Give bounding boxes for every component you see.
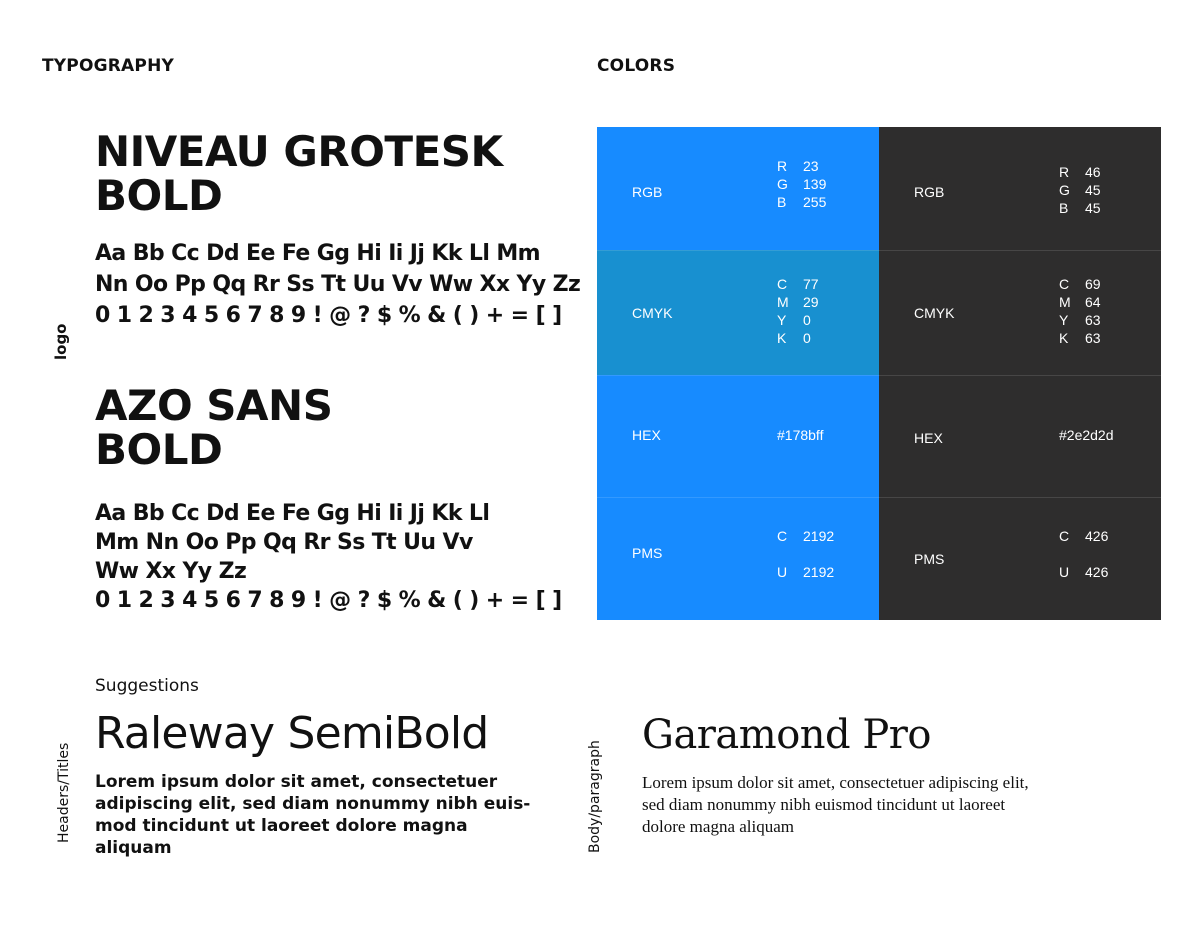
font-name-line2: BOLD	[95, 171, 223, 220]
rgb-key: G	[777, 176, 788, 192]
headers-sample-line: Lorem ipsum dolor sit amet, consectetuer	[95, 772, 498, 792]
headers-font-name: Raleway SemiBold	[95, 708, 489, 759]
rgb-key: G	[1059, 182, 1070, 198]
cmyk-value: 29	[803, 294, 819, 310]
hex-label: HEX	[914, 430, 943, 446]
blue-cmyk-cell	[597, 250, 879, 375]
headers-sample-line: aliquam	[95, 838, 172, 858]
dark-cmyk-cell	[879, 250, 1161, 375]
body-sample-text	[642, 772, 1029, 838]
cmyk-key: Y	[777, 312, 787, 328]
pms-key: U	[777, 564, 788, 580]
blue-hex-cell	[597, 375, 879, 497]
dark-pms-cell	[879, 497, 1161, 620]
body-sample-line: dolore magna aliquam	[642, 817, 795, 836]
rgb-value: 23	[803, 158, 819, 174]
color-table	[597, 127, 1161, 620]
cmyk-key: K	[1059, 330, 1069, 346]
cmyk-values	[1059, 275, 1101, 347]
pms-key: C	[1059, 528, 1070, 544]
rgb-values	[1059, 163, 1101, 217]
pms-values	[777, 527, 834, 581]
logo-label: logo	[52, 323, 70, 360]
hex-label: HEX	[632, 427, 661, 443]
rgb-values	[777, 157, 826, 211]
font-specimen-azo	[95, 499, 562, 615]
cmyk-value: 63	[1085, 330, 1101, 346]
cmyk-key: C	[1059, 276, 1070, 292]
hex-value: #178bff	[777, 427, 824, 443]
pms-key: U	[1059, 564, 1070, 580]
pms-value: 426	[1085, 564, 1109, 580]
blue-pms-cell	[597, 497, 879, 620]
font-block-azo	[95, 381, 333, 474]
specimen-line: 0 1 2 3 4 5 6 7 8 9 ! @ ? $ % & ( ) + = [ ]	[95, 303, 562, 328]
pms-value: 2192	[803, 564, 835, 580]
headers-sample-line: mod tincidunt ut laoreet dolore magna	[95, 816, 468, 836]
cmyk-key: M	[777, 294, 789, 310]
rgb-value: 139	[803, 176, 827, 192]
rgb-value: 255	[803, 194, 827, 210]
specimen-line: Aa Bb Cc Dd Ee Fe Gg Hi Ii Jj Kk Ll	[95, 501, 490, 526]
rgb-key: B	[777, 194, 787, 210]
specimen-line: 0 1 2 3 4 5 6 7 8 9 ! @ ? $ % & ( ) + = [ ]	[95, 588, 562, 613]
body-paragraph-label: Body/paragraph	[587, 740, 603, 853]
rgb-label: RGB	[914, 184, 945, 200]
pms-label: PMS	[914, 551, 945, 567]
headers-sample-text	[95, 771, 530, 859]
row-divider	[597, 497, 1161, 498]
cmyk-values	[777, 275, 819, 347]
cmyk-value: 63	[1085, 312, 1101, 328]
row-divider	[597, 250, 1161, 251]
font-name-line1: AZO SANS	[95, 381, 333, 430]
row-divider	[597, 375, 1161, 376]
cmyk-value: 69	[1085, 276, 1101, 292]
cmyk-value: 64	[1085, 294, 1101, 310]
rgb-key: R	[1059, 164, 1070, 180]
pms-value: 2192	[803, 528, 835, 544]
cmyk-value: 0	[803, 330, 811, 346]
font-specimen-niveau	[95, 238, 580, 331]
pms-label: PMS	[632, 545, 663, 561]
rgb-value: 45	[1085, 200, 1101, 216]
font-block-niveau	[95, 127, 503, 220]
colors-heading: COLORS	[597, 56, 676, 76]
cmyk-key: Y	[1059, 312, 1069, 328]
body-font-name: Garamond Pro	[642, 712, 931, 758]
body-sample-line: sed diam nonummy nibh euismod tincidunt ut laoreet	[642, 795, 1006, 814]
rgb-key: R	[777, 158, 788, 174]
dark-rgb-cell	[879, 127, 1161, 250]
rgb-key: B	[1059, 200, 1069, 216]
cmyk-key: M	[1059, 294, 1071, 310]
cmyk-value: 77	[803, 276, 819, 292]
headers-titles-label: Headers/Titles	[56, 742, 72, 843]
dark-hex-cell	[879, 375, 1161, 497]
cmyk-label: CMYK	[632, 305, 673, 321]
cmyk-label: CMYK	[914, 305, 955, 321]
font-name-line2: BOLD	[95, 425, 223, 474]
rgb-label: RGB	[632, 184, 663, 200]
specimen-line: Mm Nn Oo Pp Qq Rr Ss Tt Uu Vv	[95, 530, 473, 555]
suggestions-title: Suggestions	[95, 676, 199, 696]
headers-sample-line: adipiscing elit, sed diam nonummy nibh euis-	[95, 794, 531, 814]
pms-key: C	[777, 528, 788, 544]
specimen-line: Aa Bb Cc Dd Ee Fe Gg Hi Ii Jj Kk Ll Mm	[95, 241, 540, 266]
body-sample-line: Lorem ipsum dolor sit amet, consectetuer adipiscing elit,	[642, 773, 1029, 792]
specimen-line: Ww Xx Yy Zz	[95, 559, 247, 584]
blue-rgb-cell	[597, 127, 879, 250]
font-name-line1: NIVEAU GROTESK	[95, 127, 503, 176]
cmyk-key: K	[777, 330, 787, 346]
rgb-value: 46	[1085, 164, 1101, 180]
rgb-value: 45	[1085, 182, 1101, 198]
hex-value: #2e2d2d	[1059, 427, 1114, 443]
cmyk-key: C	[777, 276, 788, 292]
typography-heading: TYPOGRAPHY	[42, 56, 175, 76]
pms-values	[1059, 527, 1108, 581]
specimen-line: Nn Oo Pp Qq Rr Ss Tt Uu Vv Ww Xx Yy Zz	[95, 272, 581, 297]
pms-value: 426	[1085, 528, 1109, 544]
cmyk-value: 0	[803, 312, 811, 328]
